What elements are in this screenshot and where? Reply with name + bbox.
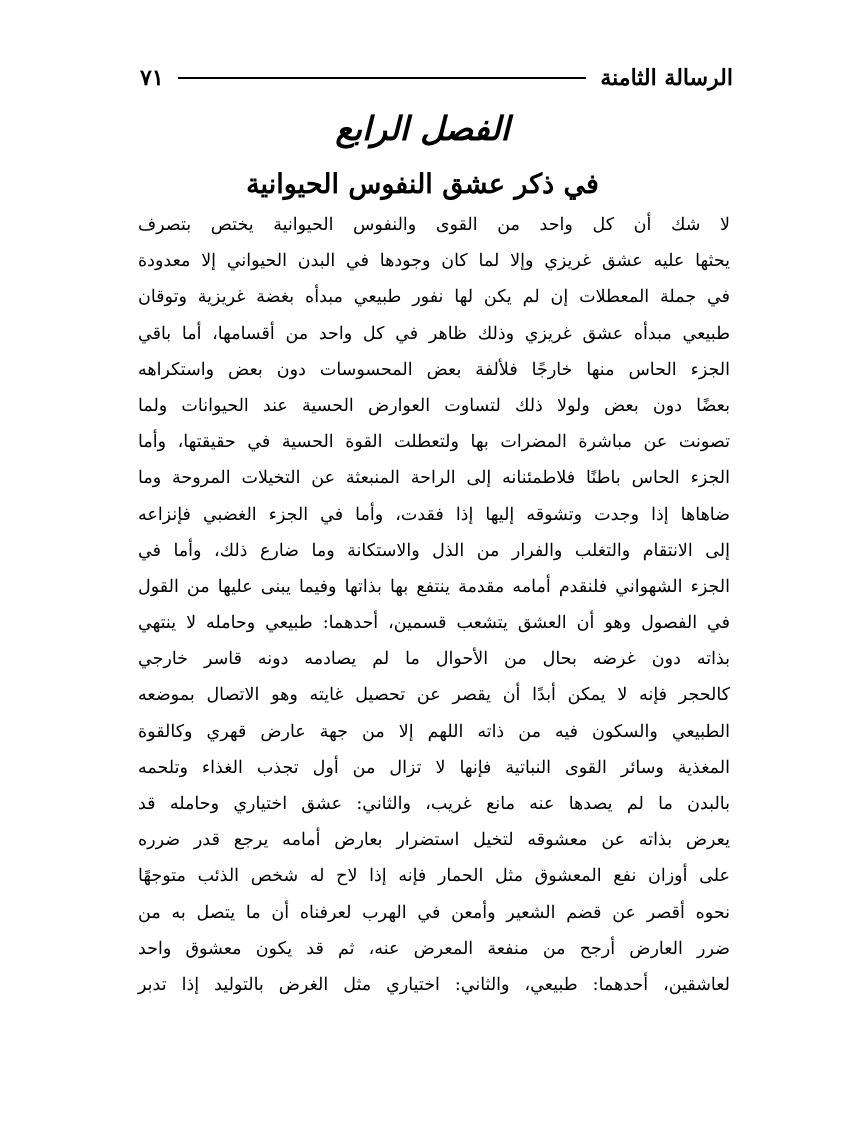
text-line: الجزء الشهواني فلنقدم أمامه مقدمة ينتفع بها بذاتها وفيما يبنى عليها من القول	[138, 576, 730, 597]
text-line: الجزء الحاس باطنًا فلاطمئنانه إلى الراحة المنبعثة عن التخيلات المروحة وما	[138, 468, 730, 489]
text-line: المغذية وسائر القوى النباتية فإنها لا تزال من أول تجذب الغذاء وتلحمه	[138, 757, 730, 778]
text-line: على أوزان نفع المعشوق مثل الحمار فإنه إذا لاح له شخص الذئب متوجهًا	[138, 866, 730, 887]
chapter-heading: الفصل الرابع	[335, 109, 510, 148]
text-line: ضاهاها إذا وجدت وتشوقه إليها إذا فقدت، وأما في الجزء الغضبي فإنزاعه	[138, 504, 730, 525]
running-head	[140, 58, 733, 98]
text-line: بعضًا دون بعض ولولا ذلك لتساوت العوارض الحسية عند الحيوانات ولما	[138, 395, 731, 416]
text-line: يعرض بذاته عن معشوقه لتخيل استضرار بعارض أمامه يرجع قدر ضرره	[138, 830, 730, 851]
text-line: لا شك أن كل واحد من القوى والنفوس الحيوانية يختص بتصرف	[138, 215, 730, 235]
header-rule	[178, 77, 587, 79]
text-line: بذاته دون غرضه بحال من الأحوال ما لم يصادمه دونه قاسر خارجي	[138, 649, 730, 670]
text-line: في جملة المعطلات إن لم يكن لها نفور طبيعي مبدأه بغضة غريزية وتوقان	[138, 287, 730, 308]
text-line: ضرر العارض أرجح من منفعة المعرض عنه، ثم قد يكون معشوق واحد	[138, 938, 730, 959]
text-line: تصونت عن مباشرة المضرات بها ولتعطلت القوة الحسية في حقيقتها، وأما	[138, 432, 730, 453]
text-line: لعاشقين، أحدهما: طبيعي، والثاني: اختياري مثل الغرض بالتوليد إذا تدبر	[138, 974, 730, 995]
text-line: إلى الانتقام والتغلب والفرار من الذل والاستكانة وما ضارع ذلك، وأما في	[138, 540, 730, 561]
section-title: في ذكر عشق النفوس الحيوانية	[246, 169, 599, 200]
text-line: نحوه أقصر عن قضم الشعير وأمعن في الهرب لعرفناه أن ما يتصل به من	[138, 902, 730, 923]
text-line: بالبدن ما لم يصدها عنه مانع غريب، والثاني: عشق اختياري وحامله قد	[138, 794, 730, 814]
text-line: طبيعي مبدأه عشق غريزي وذلك ظاهر في كل واحد من أقسامها، أما باقي	[138, 323, 730, 344]
body-text	[138, 207, 730, 1003]
text-line: في الفصول وهو أن العشق يتشعب قسمين، أحدهما: طبيعي وحامله لا ينتهي	[138, 613, 730, 634]
text-line: يحثها عليه عشق غريزي وإلا لما كان وجودها في البدن الحيواني إلا معدودة	[138, 251, 730, 272]
text-line: الجزء الحاس منها خارجًا فلألفة بعض المحسوسات دون بعض واستكراهه	[138, 359, 730, 380]
text-line: الطبيعي والسكون فيه من ذاته اللهم إلا من جهة عارض قهري وكالقوة	[138, 721, 730, 742]
text-line: كالحجر فإنه لا يمكن أبدًا أن يقصر عن تحصيل غايته وهو الاتصال بموضعه	[138, 685, 730, 706]
book-title: الرسالة الثامنة	[600, 65, 733, 91]
page-number: ٧١	[140, 65, 164, 91]
